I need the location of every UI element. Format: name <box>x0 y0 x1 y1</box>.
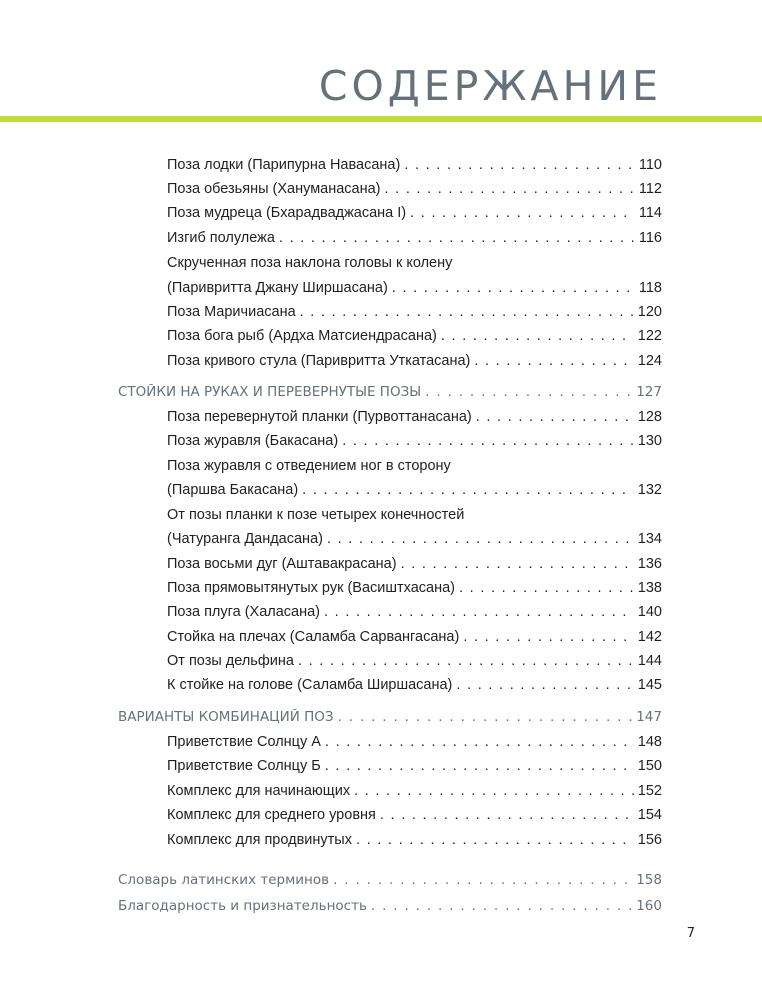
toc-entry-page: 145 <box>637 677 662 693</box>
toc-entry-page: 124 <box>637 353 662 369</box>
toc-entry-label: Поза кривого стула (Паривритта Уткатасана) <box>167 353 471 369</box>
toc-entry-page: 116 <box>638 230 662 246</box>
toc-entry[interactable] <box>167 157 662 181</box>
toc-entry-page: 128 <box>637 409 662 425</box>
dot-leader <box>441 328 634 344</box>
dot-leader <box>279 230 635 246</box>
dot-leader <box>325 758 634 774</box>
toc-entry[interactable] <box>167 653 662 677</box>
toc-entry[interactable] <box>167 181 662 205</box>
toc-entry-label: Поза обезьяны (Хануманасана) <box>167 181 381 197</box>
dot-leader <box>342 433 634 449</box>
toc-entry[interactable] <box>167 580 662 604</box>
toc-entry-label: Поза журавля (Бакасана) <box>167 433 339 449</box>
toc-entry-first-line[interactable] <box>167 458 662 482</box>
toc-entry[interactable] <box>167 807 662 831</box>
dot-leader <box>300 304 634 320</box>
toc-entry-page: 122 <box>637 328 662 344</box>
toc-entry-label: Скрученная поза наклона головы к колену <box>167 255 453 271</box>
dot-leader <box>338 709 633 725</box>
dot-leader <box>325 734 634 750</box>
toc-acknowledgements-page: 160 <box>636 898 662 914</box>
dot-leader <box>392 280 635 296</box>
dot-leader <box>459 580 634 596</box>
dot-leader <box>404 157 635 173</box>
toc-section-page: 147 <box>636 709 662 725</box>
toc-entry-page: 140 <box>637 604 662 620</box>
dot-leader <box>354 783 634 799</box>
toc-entry-label: (Паривритта Джану Ширшасана) <box>167 280 388 296</box>
dot-leader <box>333 872 632 888</box>
dot-leader <box>425 384 632 400</box>
toc-entry-page: 118 <box>638 280 662 296</box>
toc-glossary-label: Словарь латинских терминов <box>118 872 330 888</box>
dot-leader <box>356 832 634 848</box>
toc-entry-label: Поза бога рыб (Ардха Матсиендрасана) <box>167 328 437 344</box>
toc-entry[interactable] <box>167 832 662 856</box>
toc-entry-label: Поза восьми дуг (Аштавакрасана) <box>167 556 397 572</box>
toc-entry-page: 114 <box>638 205 662 221</box>
toc-entry[interactable] <box>167 604 662 628</box>
toc-entry[interactable] <box>167 304 662 328</box>
toc-entry-page: 132 <box>637 482 662 498</box>
toc-section-heading[interactable] <box>118 709 662 733</box>
toc-entry[interactable] <box>167 205 662 229</box>
dot-leader <box>298 653 634 669</box>
toc-entry[interactable] <box>167 783 662 807</box>
toc-entry-page: 110 <box>638 157 662 173</box>
page-title: СОДЕРЖАНИЕ <box>318 62 662 110</box>
toc-section-heading[interactable] <box>118 384 662 408</box>
toc-entry-page: 148 <box>637 734 662 750</box>
toc-entry[interactable] <box>167 280 662 304</box>
toc-entry-label: От позы планки к позе четырех конечностей <box>167 507 465 523</box>
dot-leader <box>463 629 633 645</box>
toc-entry[interactable] <box>167 328 662 352</box>
toc-entry-first-line[interactable] <box>167 507 662 531</box>
toc-entry[interactable] <box>167 230 662 254</box>
dot-leader <box>401 556 634 572</box>
toc-entry-label: Приветствие Солнцу А <box>167 734 321 750</box>
toc-entry[interactable] <box>167 433 662 457</box>
toc-entry-page: 144 <box>637 653 662 669</box>
toc-entry[interactable] <box>167 629 662 653</box>
toc-entry-label: Приветствие Солнцу Б <box>167 758 321 774</box>
toc-section-label: ВАРИАНТЫ КОМБИНАЦИЙ ПОЗ <box>118 709 334 725</box>
dot-leader <box>410 205 635 221</box>
toc-entry[interactable] <box>167 556 662 580</box>
toc-entry-label: Поза прямовытянутых рук (Васиштхасана) <box>167 580 455 596</box>
toc-entry-page: 138 <box>637 580 662 596</box>
dot-leader <box>324 604 634 620</box>
page-number: 7 <box>686 926 695 941</box>
toc-entry-page: 112 <box>638 181 662 197</box>
dot-leader <box>380 807 634 823</box>
toc-entry-label: К стойке на голове (Саламба Ширшасана) <box>167 677 453 693</box>
toc-entry-page: 120 <box>637 304 662 320</box>
toc-entry[interactable] <box>167 734 662 758</box>
toc-entry-label: (Чатуранга Дандасана) <box>167 531 323 547</box>
dot-leader <box>327 531 634 547</box>
toc-entry[interactable] <box>167 482 662 506</box>
toc-acknowledgements-label: Благодарность и признательность <box>118 898 367 914</box>
toc-glossary-page: 158 <box>636 872 662 888</box>
toc-entry-label: Стойка на плечах (Саламба Сарвангасана) <box>167 629 460 645</box>
toc-entry[interactable] <box>167 758 662 782</box>
toc-entry-first-line[interactable] <box>167 255 662 279</box>
toc-glossary[interactable] <box>118 872 662 896</box>
toc-entry-page: 142 <box>637 629 662 645</box>
toc-entry-page: 136 <box>637 556 662 572</box>
toc-entry-label: Поза плуга (Халасана) <box>167 604 320 620</box>
toc-entry-page: 154 <box>637 807 662 823</box>
toc-entry-label: Комплекс для начинающих <box>167 783 351 799</box>
toc-entry-page: 134 <box>637 531 662 547</box>
toc-entry-page: 156 <box>637 832 662 848</box>
toc-entry-label: Изгиб полулежа <box>167 230 275 246</box>
dot-leader <box>456 677 633 693</box>
toc-acknowledgements[interactable] <box>118 898 662 922</box>
toc-entry[interactable] <box>167 353 662 377</box>
toc-entry[interactable] <box>167 531 662 555</box>
toc-entry[interactable] <box>167 409 662 433</box>
dot-leader <box>302 482 634 498</box>
dot-leader <box>476 409 634 425</box>
toc-entry-label: Поза журавля с отведением ног в сторону <box>167 458 451 474</box>
dot-leader <box>371 898 632 914</box>
toc-entry[interactable] <box>167 677 662 701</box>
toc-entry-label: Поза Маричиасана <box>167 304 296 320</box>
toc-entry-page: 152 <box>637 783 662 799</box>
toc-section-page: 127 <box>636 384 662 400</box>
toc-entry-page: 130 <box>637 433 662 449</box>
toc-entry-label: Поза мудреца (Бхарадваджасана I) <box>167 205 407 221</box>
toc-entry-label: Поза лодки (Парипурна Навасана) <box>167 157 401 173</box>
toc-entry-page: 150 <box>637 758 662 774</box>
dot-leader <box>474 353 633 369</box>
toc-entry-label: От позы дельфина <box>167 653 294 669</box>
toc-entry-label: Комплекс для продвинутых <box>167 832 352 848</box>
toc-entry-label: (Паршва Бакасана) <box>167 482 299 498</box>
toc-section-label: СТОЙКИ НА РУКАХ И ПЕРЕВЕРНУТЫЕ ПОЗЫ <box>118 384 422 400</box>
dot-leader <box>385 181 635 197</box>
toc-entry-label: Комплекс для среднего уровня <box>167 807 376 823</box>
toc-entry-label: Поза перевернутой планки (Пурвоттанасана) <box>167 409 472 425</box>
